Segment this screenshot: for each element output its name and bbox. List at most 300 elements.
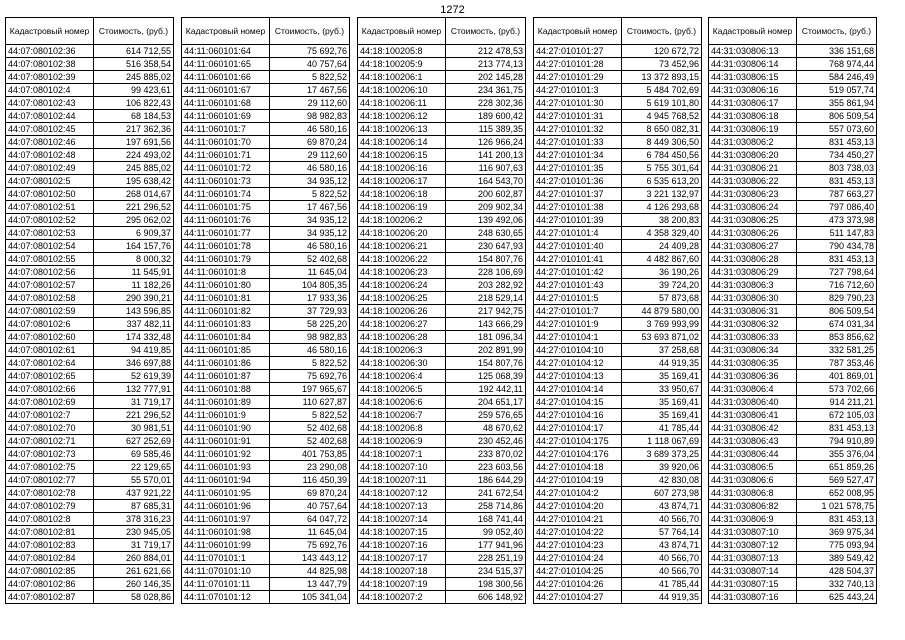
value-cell: 787 663,27 xyxy=(797,188,877,201)
table-row xyxy=(534,422,702,435)
cadastral-number-cell: 44:18:100206:9 xyxy=(358,435,446,448)
table-row xyxy=(358,58,526,71)
cadastral-number-cell: 44:31:030806:82 xyxy=(709,500,797,513)
cadastral-number-cell: 44:27:010104:15 xyxy=(534,396,622,409)
value-cell: 4 358 329,40 xyxy=(622,227,702,240)
table-row xyxy=(358,409,526,422)
cadastral-number-cell: 44:27:010104:27 xyxy=(534,591,622,604)
table-row xyxy=(534,266,702,279)
table-row xyxy=(182,201,350,214)
table-row xyxy=(358,435,526,448)
table-row xyxy=(6,383,174,396)
value-cell: 36 190,26 xyxy=(622,266,702,279)
table-row xyxy=(709,500,877,513)
value-cell: 44 919,35 xyxy=(622,591,702,604)
cadastral-number-cell: 44:11:060101:87 xyxy=(182,370,270,383)
cadastral-number-cell: 44:31:030806:44 xyxy=(709,448,797,461)
value-cell: 46 580,16 xyxy=(270,123,350,136)
cadastral-number-cell: 44:27:010104:16 xyxy=(534,409,622,422)
cadastral-number-cell: 44:07:080102:38 xyxy=(6,58,94,71)
value-cell: 29 112,60 xyxy=(270,97,350,110)
table-row xyxy=(6,305,174,318)
value-cell: 248 630,65 xyxy=(446,227,526,240)
cadastral-number-cell: 44:18:100206:2 xyxy=(358,214,446,227)
cadastral-number-cell: 44:18:100206:23 xyxy=(358,266,446,279)
cadastral-number-cell: 44:18:100207:18 xyxy=(358,565,446,578)
value-cell: 75 692,76 xyxy=(270,370,350,383)
table-row xyxy=(534,175,702,188)
cadastral-number-cell: 44:31:030806:31 xyxy=(709,305,797,318)
table-row xyxy=(709,474,877,487)
value-cell: 557 073,60 xyxy=(797,123,877,136)
table-row xyxy=(534,136,702,149)
value-cell: 69 585,46 xyxy=(94,448,174,461)
cadastral-number-cell: 44:07:080102:81 xyxy=(6,526,94,539)
table-row xyxy=(709,292,877,305)
table-row xyxy=(709,344,877,357)
value-cell: 228 302,36 xyxy=(446,97,526,110)
table-row xyxy=(6,84,174,97)
cadastral-number-cell: 44:07:080102:73 xyxy=(6,448,94,461)
table-row xyxy=(6,253,174,266)
cadastral-number-cell: 44:27:010104:21 xyxy=(534,513,622,526)
cadastral-number-cell: 44:27:010101:43 xyxy=(534,279,622,292)
table-row xyxy=(534,214,702,227)
table-row xyxy=(709,97,877,110)
cadastral-number-cell: 44:27:010101:31 xyxy=(534,110,622,123)
value-cell: 5 619 101,80 xyxy=(622,97,702,110)
cadastral-number-cell: 44:11:060101:95 xyxy=(182,487,270,500)
table-row xyxy=(182,58,350,71)
cadastral-number-cell: 44:31:030806:26 xyxy=(709,227,797,240)
table-row xyxy=(358,136,526,149)
value-cell: 164 543,70 xyxy=(446,175,526,188)
value-cell: 38 200,83 xyxy=(622,214,702,227)
table-row xyxy=(358,565,526,578)
value-cell: 5 822,52 xyxy=(270,71,350,84)
cadastral-number-cell: 44:11:070101:10 xyxy=(182,565,270,578)
header-row xyxy=(6,18,174,45)
table-row xyxy=(6,422,174,435)
table-row xyxy=(709,110,877,123)
cadastral-number-cell: 44:11:060101:83 xyxy=(182,318,270,331)
table-row xyxy=(534,279,702,292)
table-row xyxy=(534,396,702,409)
value-cell: 221 296,52 xyxy=(94,201,174,214)
cadastral-number-cell: 44:31:030806:28 xyxy=(709,253,797,266)
value-cell: 6 535 613,20 xyxy=(622,175,702,188)
cadastral-number-cell: 44:07:080102:84 xyxy=(6,552,94,565)
table-row xyxy=(534,97,702,110)
table-row xyxy=(709,578,877,591)
value-cell: 46 580,16 xyxy=(270,240,350,253)
cadastral-number-cell: 44:27:010104:17 xyxy=(534,422,622,435)
value-cell: 228 106,69 xyxy=(446,266,526,279)
table-row xyxy=(709,175,877,188)
value-cell: 53 693 871,02 xyxy=(622,331,702,344)
cadastral-number-cell: 44:11:060101:9 xyxy=(182,409,270,422)
table-row xyxy=(6,526,174,539)
value-cell: 260 884,01 xyxy=(94,552,174,565)
table-row xyxy=(182,227,350,240)
value-cell: 98 982,83 xyxy=(270,331,350,344)
value-cell: 35 169,41 xyxy=(622,396,702,409)
cadastral-number-cell: 44:31:030806:2 xyxy=(709,136,797,149)
table-row xyxy=(534,591,702,604)
cadastral-number-cell: 44:18:100206:19 xyxy=(358,201,446,214)
table-row xyxy=(358,357,526,370)
table-row xyxy=(534,318,702,331)
value-cell: 154 807,76 xyxy=(446,357,526,370)
value-cell: 797 086,40 xyxy=(797,201,877,214)
value-cell: 831 453,13 xyxy=(797,513,877,526)
table-row xyxy=(709,149,877,162)
value-cell: 73 452,96 xyxy=(622,58,702,71)
value-cell: 44 825,98 xyxy=(270,565,350,578)
cadastral-number-cell: 44:18:100206:15 xyxy=(358,149,446,162)
value-cell: 197 965,67 xyxy=(270,383,350,396)
cadastral-number-cell: 44:11:060101:92 xyxy=(182,448,270,461)
cadastral-table xyxy=(5,17,174,604)
cadastral-number-cell: 44:27:010101:37 xyxy=(534,188,622,201)
table-row xyxy=(358,123,526,136)
header-row xyxy=(182,18,350,45)
table-row xyxy=(6,487,174,500)
table-row xyxy=(358,383,526,396)
value-cell: 143 443,12 xyxy=(270,552,350,565)
value-cell: 37 729,93 xyxy=(270,305,350,318)
value-cell: 87 685,31 xyxy=(94,500,174,513)
table-row xyxy=(182,370,350,383)
cadastral-number-cell: 44:18:100207:17 xyxy=(358,552,446,565)
cadastral-number-cell: 44:27:010101:40 xyxy=(534,240,622,253)
value-cell: 519 057,74 xyxy=(797,84,877,97)
value-cell: 125 068,39 xyxy=(446,370,526,383)
cadastral-number-cell: 44:18:100206:25 xyxy=(358,292,446,305)
table-row xyxy=(709,461,877,474)
table-row xyxy=(358,110,526,123)
value-cell: 68 184,53 xyxy=(94,110,174,123)
table-row xyxy=(358,84,526,97)
cadastral-number-cell: 44:07:080102:77 xyxy=(6,474,94,487)
value-cell: 234 361,75 xyxy=(446,84,526,97)
cadastral-number-cell: 44:07:080102:52 xyxy=(6,214,94,227)
value-cell: 831 453,13 xyxy=(797,253,877,266)
value-cell: 110 627,87 xyxy=(270,396,350,409)
table-row xyxy=(182,565,350,578)
table-row xyxy=(709,214,877,227)
value-cell: 23 290,08 xyxy=(270,461,350,474)
value-cell: 5 822,52 xyxy=(270,188,350,201)
cadastral-number-cell: 44:11:060101:79 xyxy=(182,253,270,266)
value-cell: 369 975,34 xyxy=(797,526,877,539)
cadastral-number-cell: 44:27:010104:175 xyxy=(534,435,622,448)
cadastral-number-cell: 44:07:080102:51 xyxy=(6,201,94,214)
value-cell: 4 482 867,60 xyxy=(622,253,702,266)
value-cell: 8 449 306,50 xyxy=(622,136,702,149)
value-cell: 116 907,63 xyxy=(446,162,526,175)
value-cell: 200 602,87 xyxy=(446,188,526,201)
cadastral-number-cell: 44:31:030806:25 xyxy=(709,214,797,227)
table-row xyxy=(358,266,526,279)
value-cell: 233 870,02 xyxy=(446,448,526,461)
table-row xyxy=(709,565,877,578)
cadastral-number-cell: 44:07:080102:54 xyxy=(6,240,94,253)
table-row xyxy=(6,500,174,513)
value-cell: 39 724,20 xyxy=(622,279,702,292)
cadastral-number-cell: 44:07:080102:58 xyxy=(6,292,94,305)
value-cell: 5 755 301,64 xyxy=(622,162,702,175)
table-row xyxy=(358,279,526,292)
table-row xyxy=(358,552,526,565)
table-row xyxy=(6,435,174,448)
cadastral-number-cell: 44:07:080102:71 xyxy=(6,435,94,448)
table-row xyxy=(182,591,350,604)
cadastral-number-cell: 44:31:030806:4 xyxy=(709,383,797,396)
cadastral-number-cell: 44:27:010104:23 xyxy=(534,539,622,552)
cadastral-number-cell: 44:18:100205:9 xyxy=(358,58,446,71)
cadastral-number-cell: 44:27:010104:2 xyxy=(534,487,622,500)
value-cell: 401 869,01 xyxy=(797,370,877,383)
table-row xyxy=(358,188,526,201)
cadastral-number-cell: 44:18:100206:17 xyxy=(358,175,446,188)
cadastral-number-cell: 44:18:100206:20 xyxy=(358,227,446,240)
value-cell: 221 296,52 xyxy=(94,409,174,422)
cadastral-number-cell: 44:11:060101:64 xyxy=(182,45,270,58)
value-cell: 355 376,04 xyxy=(797,448,877,461)
value-cell: 164 157,76 xyxy=(94,240,174,253)
cadastral-number-cell: 44:31:030806:43 xyxy=(709,435,797,448)
table-row xyxy=(534,383,702,396)
cadastral-number-cell: 44:18:100206:16 xyxy=(358,162,446,175)
cadastral-number-cell: 44:18:100206:14 xyxy=(358,136,446,149)
value-cell: 98 982,83 xyxy=(270,110,350,123)
table-row xyxy=(6,318,174,331)
value-cell: 46 580,16 xyxy=(270,162,350,175)
cadastral-number-cell: 44:27:010104:25 xyxy=(534,565,622,578)
cadastral-number-cell: 44:18:100206:1 xyxy=(358,71,446,84)
table-row xyxy=(6,409,174,422)
value-cell: 258 714,86 xyxy=(446,500,526,513)
value-cell: 141 200,13 xyxy=(446,149,526,162)
table-row xyxy=(358,461,526,474)
cadastral-number-cell: 44:31:030806:30 xyxy=(709,292,797,305)
value-cell: 245 885,02 xyxy=(94,162,174,175)
value-cell: 829 790,23 xyxy=(797,292,877,305)
cadastral-number-cell: 44:31:030806:17 xyxy=(709,97,797,110)
table-row xyxy=(709,435,877,448)
cadastral-number-cell: 44:18:100207:19 xyxy=(358,578,446,591)
table-row xyxy=(182,435,350,448)
table-row xyxy=(709,396,877,409)
value-cell: 30 981,51 xyxy=(94,422,174,435)
value-cell: 52 402,68 xyxy=(270,422,350,435)
cadastral-number-cell: 44:07:080102:48 xyxy=(6,149,94,162)
value-cell: 437 921,22 xyxy=(94,487,174,500)
cadastral-number-cell: 44:31:030806:8 xyxy=(709,487,797,500)
cadastral-number-cell: 44:18:100207:13 xyxy=(358,500,446,513)
value-cell: 195 638,42 xyxy=(94,175,174,188)
value-cell: 17 467,56 xyxy=(270,201,350,214)
cadastral-number-cell: 44:27:010101:39 xyxy=(534,214,622,227)
value-cell: 336 151,68 xyxy=(797,45,877,58)
table-row xyxy=(709,448,877,461)
cadastral-number-cell: 44:31:030806:21 xyxy=(709,162,797,175)
table-row xyxy=(182,240,350,253)
table-row xyxy=(534,162,702,175)
cadastral-number-cell: 44:27:010101:29 xyxy=(534,71,622,84)
table-row xyxy=(6,97,174,110)
cadastral-number-cell: 44:11:060101:88 xyxy=(182,383,270,396)
table-row xyxy=(358,292,526,305)
table-row xyxy=(534,500,702,513)
value-cell: 42 830,08 xyxy=(622,474,702,487)
table-row xyxy=(709,279,877,292)
cadastral-number-cell: 44:31:030806:32 xyxy=(709,318,797,331)
table-row xyxy=(6,396,174,409)
value-cell: 260 146,35 xyxy=(94,578,174,591)
cadastral-number-cell: 44:11:060101:73 xyxy=(182,175,270,188)
cadastral-number-cell: 44:11:060101:93 xyxy=(182,461,270,474)
cadastral-number-cell: 44:18:100206:18 xyxy=(358,188,446,201)
cadastral-number-cell: 44:11:060101:68 xyxy=(182,97,270,110)
cadastral-number-cell: 44:31:030806:41 xyxy=(709,409,797,422)
value-cell: 43 874,71 xyxy=(622,500,702,513)
value-cell: 55 570,01 xyxy=(94,474,174,487)
cadastral-number-cell: 44:31:030806:3 xyxy=(709,279,797,292)
table-row xyxy=(182,188,350,201)
table-row xyxy=(182,214,350,227)
table-row xyxy=(6,370,174,383)
value-cell: 831 453,13 xyxy=(797,136,877,149)
value-cell: 22 129,65 xyxy=(94,461,174,474)
cadastral-number-cell: 44:07:080102:69 xyxy=(6,396,94,409)
cadastral-number-cell: 44:18:100206:26 xyxy=(358,305,446,318)
value-cell: 511 147,83 xyxy=(797,227,877,240)
table-row xyxy=(6,266,174,279)
value-cell: 401 753,85 xyxy=(270,448,350,461)
cadastral-number-cell: 44:27:010101:32 xyxy=(534,123,622,136)
cadastral-number-cell: 44:07:080102:79 xyxy=(6,500,94,513)
cadastral-number-cell: 44:07:080102:36 xyxy=(6,45,94,58)
table-row xyxy=(6,344,174,357)
value-cell: 40 757,64 xyxy=(270,500,350,513)
cadastral-number-cell: 44:11:060101:77 xyxy=(182,227,270,240)
value-cell: 33 950,67 xyxy=(622,383,702,396)
table-row xyxy=(182,136,350,149)
value-cell: 651 859,26 xyxy=(797,461,877,474)
cadastral-number-cell: 44:11:060101:8 xyxy=(182,266,270,279)
header-value: Стоимость, (руб.) xyxy=(94,18,174,45)
table-row xyxy=(358,526,526,539)
value-cell: 3 769 993,99 xyxy=(622,318,702,331)
cadastral-number-cell: 44:18:100206:7 xyxy=(358,409,446,422)
value-cell: 607 273,98 xyxy=(622,487,702,500)
cadastral-number-cell: 44:11:060101:90 xyxy=(182,422,270,435)
table-row xyxy=(709,136,877,149)
value-cell: 203 282,92 xyxy=(446,279,526,292)
table-row xyxy=(358,500,526,513)
cadastral-number-cell: 44:11:060101:80 xyxy=(182,279,270,292)
value-cell: 831 453,13 xyxy=(797,422,877,435)
value-cell: 198 300,56 xyxy=(446,578,526,591)
cadastral-number-cell: 44:07:080102:64 xyxy=(6,357,94,370)
cadastral-number-cell: 44:07:080102:78 xyxy=(6,487,94,500)
table-row xyxy=(6,565,174,578)
table-row xyxy=(709,71,877,84)
cadastral-number-cell: 44:31:030806:36 xyxy=(709,370,797,383)
cadastral-number-cell: 44:31:030806:24 xyxy=(709,201,797,214)
cadastral-number-cell: 44:07:080102:39 xyxy=(6,71,94,84)
value-cell: 234 515,37 xyxy=(446,565,526,578)
cadastral-number-cell: 44:07:080102:86 xyxy=(6,578,94,591)
value-cell: 389 549,42 xyxy=(797,552,877,565)
value-cell: 35 169,41 xyxy=(622,409,702,422)
cadastral-number-cell: 44:27:010101:28 xyxy=(534,58,622,71)
value-cell: 218 529,14 xyxy=(446,292,526,305)
value-cell: 337 482,11 xyxy=(94,318,174,331)
value-cell: 3 221 132,97 xyxy=(622,188,702,201)
value-cell: 29 112,60 xyxy=(270,149,350,162)
table-row xyxy=(709,305,877,318)
cadastral-number-cell: 44:07:080102:56 xyxy=(6,266,94,279)
cadastral-number-cell: 44:27:010101:7 xyxy=(534,305,622,318)
table-row xyxy=(709,227,877,240)
value-cell: 174 332,48 xyxy=(94,331,174,344)
value-cell: 5 822,52 xyxy=(270,357,350,370)
table-row xyxy=(6,175,174,188)
value-cell: 516 358,54 xyxy=(94,58,174,71)
table-row xyxy=(709,253,877,266)
cadastral-number-cell: 44:18:100207:1 xyxy=(358,448,446,461)
value-cell: 11 645,04 xyxy=(270,266,350,279)
table-row xyxy=(709,487,877,500)
table-row xyxy=(358,71,526,84)
cadastral-tables xyxy=(5,17,898,615)
table-row xyxy=(709,318,877,331)
cadastral-number-cell: 44:18:100206:24 xyxy=(358,279,446,292)
value-cell: 584 246,49 xyxy=(797,71,877,84)
cadastral-number-cell: 44:31:030806:33 xyxy=(709,331,797,344)
value-cell: 217 942,75 xyxy=(446,305,526,318)
cadastral-number-cell: 44:07:080102:46 xyxy=(6,136,94,149)
value-cell: 245 885,02 xyxy=(94,71,174,84)
table-row xyxy=(709,84,877,97)
cadastral-number-cell: 44:07:080102:65 xyxy=(6,370,94,383)
value-cell: 727 798,64 xyxy=(797,266,877,279)
value-cell: 41 785,44 xyxy=(622,578,702,591)
cadastral-number-cell: 44:31:030806:13 xyxy=(709,45,797,58)
table-row xyxy=(182,539,350,552)
value-cell: 31 719,17 xyxy=(94,396,174,409)
value-cell: 1 118 067,69 xyxy=(622,435,702,448)
table-row xyxy=(182,45,350,58)
header-cadastral-number: Кадастровый номер xyxy=(534,18,622,45)
cadastral-number-cell: 44:27:010101:41 xyxy=(534,253,622,266)
table-row xyxy=(709,357,877,370)
cadastral-number-cell: 44:31:030807:14 xyxy=(709,565,797,578)
value-cell: 332 581,25 xyxy=(797,344,877,357)
table-row xyxy=(709,370,877,383)
cadastral-number-cell: 44:07:080102:66 xyxy=(6,383,94,396)
cadastral-number-cell: 44:07:080102:50 xyxy=(6,188,94,201)
cadastral-number-cell: 44:11:060101:94 xyxy=(182,474,270,487)
cadastral-number-cell: 44:31:030806:20 xyxy=(709,149,797,162)
table-row xyxy=(182,305,350,318)
cadastral-number-cell: 44:27:010104:1 xyxy=(534,331,622,344)
value-cell: 228 251,19 xyxy=(446,552,526,565)
value-cell: 428 504,37 xyxy=(797,565,877,578)
